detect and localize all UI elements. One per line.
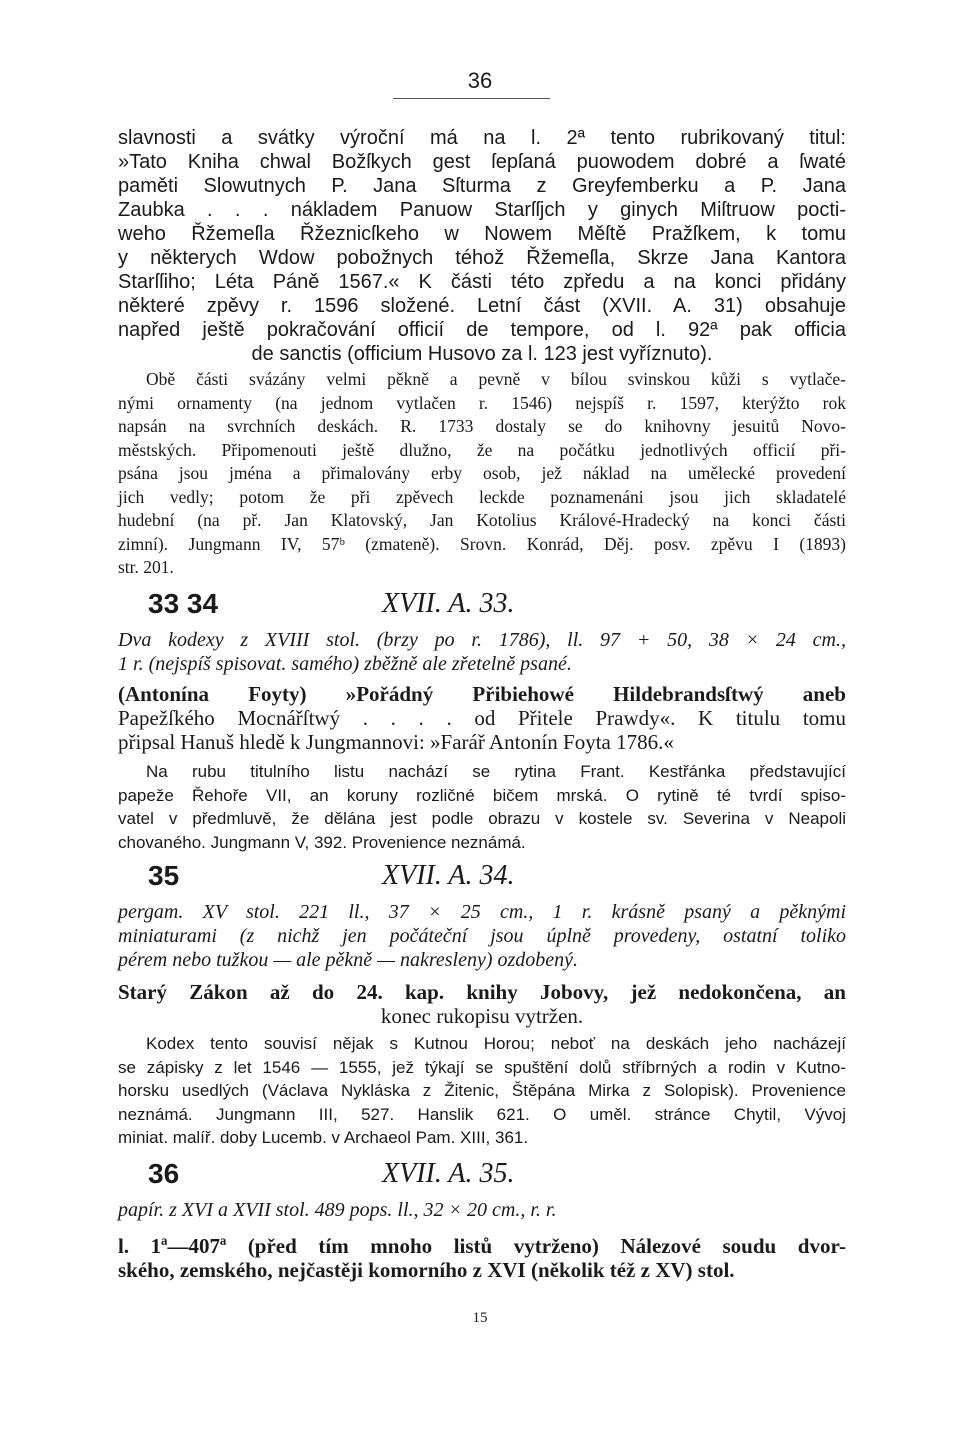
entry-note	[118, 760, 846, 854]
title-line: Starý Zákon až do 24. kap. knihy Jobovy, jež nedokončena, an	[118, 980, 846, 1004]
title-line: Papežſkého Mocnářſtwý . . . . od Přitele Prawdy«. K titulu tomu	[118, 706, 846, 730]
title-line: l. 1ª—407ª (před tím mnoho listů vytrženo) Nálezové soudu dvor-	[118, 1234, 846, 1258]
note-line: napsán na svrchních deskách. R. 1733 dostaly se do knihovny jesuitů Novo-	[118, 416, 846, 436]
note-line: se zápisky z let 1546 — 1555, jež týkají se spuštění dolů stříbrných a rodin v Kutno-	[118, 1057, 846, 1077]
title-line: konec rukopisu vytržen.	[380, 1004, 584, 1028]
entry-signature: XVII. A. 33.	[382, 588, 515, 619]
note-line: psána jsou jména a přimalovány erby osob, jež náklad na umělecké provedení	[118, 463, 846, 483]
entry-title	[118, 980, 846, 1028]
text-line: weho Řžemeſla Řžeznicſkeho w Nowem Měſtě Pražſkem, k tomu	[118, 223, 846, 245]
desc-line: miniaturami (z nichž jen počáteční jsou úplně provedeny, ostatní toliko	[118, 925, 846, 947]
note-line: zimní). Jungmann IV, 57ᵇ (zmateně). Srovn. Konrád, Děj. posv. zpěvu I (1893)	[118, 533, 846, 554]
entry-description	[118, 1198, 846, 1222]
desc-line: pergam. XV stol. 221 ll., 37 × 25 cm., 1 r. krásně psaný a pěknými	[118, 901, 846, 923]
note-line: městských. Připomenouti ještě dlužno, že na počátku jednotlivých officií při-	[118, 439, 846, 460]
desc-line: papír. z XVI a XVII stol. 489 pops. ll., 32 × 20 cm., r. r.	[118, 1199, 557, 1221]
entry-number: 36	[148, 1158, 180, 1189]
entry-heading-36	[148, 1158, 848, 1190]
text-line: některé zpěvy r. 1596 složené. Letní část (XVII. A. 31) obsahuje	[118, 295, 846, 317]
note-line: jich vedly; potom že při zpěvech leckde poznamenáni jsou jich skladatelé	[118, 486, 846, 507]
text-line: paměti Slowutnych P. Jana Sſturma z Greyfemberku a P. Jana	[118, 175, 846, 197]
page-number: 36	[467, 68, 493, 93]
title-line: ského, zemského, nejčastěji komorního z XVI (několik též z XV) stol.	[118, 1258, 735, 1282]
note-line: str. 201.	[118, 557, 174, 577]
continued-entry-text	[118, 126, 846, 366]
signature-mark: 15	[472, 1310, 488, 1326]
note-line: hudební (na př. Jan Klatovský, Jan Kotolius Králové-Hradecký na konci části	[118, 510, 846, 530]
entry-signature: XVII. A. 35.	[382, 1158, 515, 1189]
entry-title	[118, 682, 846, 754]
text-line: y některych Wdow pobožnych téhož Řžemeſla, Skrze Jana Kantora	[118, 247, 846, 269]
entry-title	[118, 1234, 846, 1282]
entry-description	[118, 900, 846, 972]
desc-line: Dva kodexy z XVIII stol. (brzy po r. 1786), ll. 97 + 50, 38 × 24 cm.,	[118, 629, 846, 651]
header-rule	[393, 98, 550, 99]
note-line: miniat. malíř. doby Lucemb. v Archaeol Pam. XIII, 361.	[118, 1128, 529, 1147]
entry-signature: XVII. A. 34.	[382, 860, 515, 891]
entry-heading-35	[148, 860, 848, 892]
note-line: papeže Řehoře VII, an koruny rozličné bičem mrská. O rytině té tvrdí spiso-	[118, 785, 846, 805]
text-line: slavnosti a svátky výroční má na l. 2ª tento rubrikovaný titul:	[118, 127, 846, 149]
title-line: (Antonína Foyty) »Pořádný Přibiehowé Hildebrandsſtwý aneb	[118, 682, 846, 706]
entry-description	[118, 628, 846, 676]
text-line: Starſſiho; Léta Páně 1567.« K části této zpředu a na konci přidány	[118, 271, 846, 293]
desc-line: 1 r. (nejspíš spisovat. samého) zběžně ale zřetelně psané.	[118, 653, 572, 675]
note-line: Kodex tento souvisí nějak s Kutnou Horou; neboť na deskách jeho nacházejí	[146, 1034, 846, 1053]
note-line: chovaného. Jungmann V, 392. Provenience neznámá.	[118, 832, 526, 852]
note-line: Na rubu titulního listu nachází se rytina Frant. Kestřánka představující	[146, 762, 846, 781]
note-line: neznámá. Jungmann III, 527. Hanslik 621. O uměl. stránce Chytil, Vývoj	[118, 1104, 846, 1124]
entry-number: 33 34	[148, 588, 219, 619]
note-line: vatel v předmluvě, že dělána jest podle obrazu v kostele sv. Severina v Neapoli	[118, 809, 846, 828]
note-line: Obě části svázány velmi pěkně a pevně v bílou svinskou kůži s vytlače-	[146, 369, 846, 389]
entry-heading-33-34	[148, 588, 848, 620]
desc-line: pérem nebo tužkou — ale pěkně — nakresleny) ozdobený.	[118, 949, 579, 971]
note-line: horsku usedlých (Václava Nykláska z Žitenic, Štěpána Mirka z Solopisk). Provenience	[118, 1081, 846, 1100]
continued-entry-note	[118, 368, 846, 580]
text-line: »Tato Kniha chwal Božſkych gest ſepſaná puowodem dobré a ſwaté	[118, 151, 846, 173]
text-line: de sanctis (officium Husovo za l. 123 jest vyříznuto).	[251, 343, 713, 365]
note-line: nými ornamenty (na jednom vytlačen r. 1546) nejspíš r. 1597, kterýžto rok	[118, 392, 846, 413]
entry-number: 35	[148, 860, 180, 891]
title-line: připsal Hanuš hledě k Jungmannovi: »Farář Antonín Foyta 1786.«	[118, 730, 674, 754]
entry-note	[118, 1032, 846, 1150]
text-line: Zaubka . . . nákladem Panuow Starſſjch y ginych Miſtruow pocti-	[118, 199, 846, 221]
text-line: napřed ještě pokračování officií de tempore, od l. 92ª pak officia	[118, 319, 846, 341]
